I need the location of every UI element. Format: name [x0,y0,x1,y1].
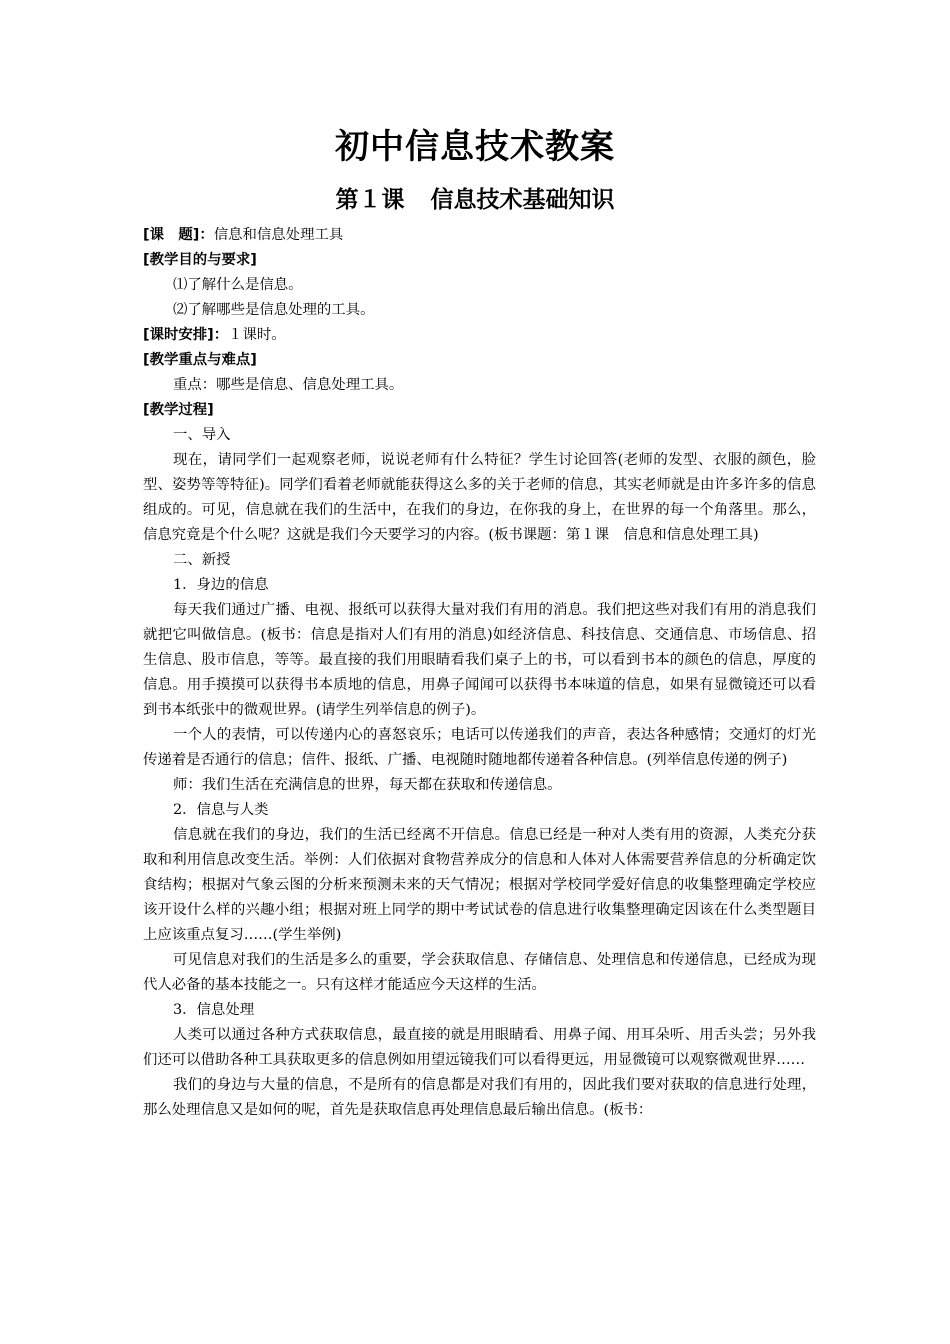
lesson-subtitle [0,180,950,220]
hours-line [143,323,816,348]
section-heading: 一、导入 [173,427,231,443]
paragraph: 信息就在我们的身边，我们的生活已经离不开信息。信息已经是一种对人类有用的资源，人类充分获取和利用信息改变生活。举例：人们依据对食物营养成分的信息和人体对人体需要营养信息的分析确定饮食结构；根据对气象云图的分析来预测未来的天气情况；根据对学校同学爱好信息的收集整理确定学校应该开设什么样的兴趣小组；根据对班上同学的期中考试试卷的信息进行收集整理确定因该在什么类型题目上应该重点复习……(学生举例) [143,827,816,943]
process-heading: [教学过程] [143,402,214,418]
topic-value: 信息和信息处理工具 [213,227,344,243]
key-points-heading: [教学重点与难点] [143,352,257,368]
lesson-number: 第１课 [335,187,405,213]
paragraph: 一个人的表情，可以传递内心的喜怒哀乐；电话可以传递我们的声音，表达各种感情；交通灯的灯光传递着是否通行的信息；信件、报纸、广播、电视随时随地都传递着各种信息。(列举信息传递的例子) [143,727,816,768]
subsection-heading: 1．身边的信息 [173,577,269,593]
key-points-text: 重点：哪些是信息、信息处理工具。 [173,377,404,393]
paragraph: 每天我们通过广播、电视、报纸可以获得大量对我们有用的消息。我们把这些对我们有用的消息我们就把它叫做信息。(板书：信息是指对人们有用的消息)如经济信息、科技信息、交通信息、市场信息、招生信息、股市信息，等等。最直接的我们用眼睛看我们桌子上的书，可以看到书本的颜色的信息，厚度的信息。用手摸摸可以获得书本质地的信息，用鼻子闻闻可以获得书本味道的信息，如果有显微镜还可以看到书本纸张中的微观世界。(请学生列举信息的例子)。 [143,602,816,718]
paragraph: 人类可以通过各种方式获取信息，最直接的就是用眼睛看、用鼻子闻、用耳朵听、用舌头尝；另外我们还可以借助各种工具获取更多的信息例如用望远镜我们可以看得更远，用显微镜可以观察微观世界…… [143,1027,816,1068]
topic-line [143,223,816,248]
paragraph: 师：我们生活在充满信息的世界，每天都在获取和传递信息。 [173,777,562,793]
document-title: 初中信息技术教案 [335,127,615,167]
subsection-heading: 2．信息与人类 [173,802,269,818]
subsection-heading: 3．信息处理 [173,1002,255,1018]
hours-label: [课时安排]： [143,327,229,343]
hours-value: １课时。 [228,327,286,343]
paragraph: 可见信息对我们的生活是多么的重要，学会获取信息、存储信息、处理信息和传递信息，已经成为现代人必备的基本技能之一。只有这样才能适应今天这样的生活。 [143,952,816,993]
goal-item: ⑴了解什么是信息。 [173,277,303,293]
goals-heading: [教学目的与要求] [143,252,257,268]
section-heading: 二、新授 [173,552,231,568]
paragraph: 现在，请同学们一起观察老师，说说老师有什么特征？学生讨论回答(老师的发型、衣服的颜色，脸型、姿势等等特征)。同学们看着老师就能获得这么多的关于老师的信息，其实老师就是由许多许多的信息组成的。可见，信息就在我们的生活中，在我们的身边，在你我的身上，在世界的每一个角落里。那么，信息究竟是个什么呢？这就是我们今天要学习的内容。(板书课题：第１课 信息和信息处理工具) [143,452,816,543]
lesson-name: 信息技术基础知识 [430,187,615,213]
document-body [143,223,816,1123]
topic-label: [课 题]： [143,227,214,243]
goal-item: ⑵了解哪些是信息处理的工具。 [173,302,375,318]
paragraph: 我们的身边与大量的信息，不是所有的信息都是对我们有用的，因此我们要对获取的信息进行处理，那么处理信息又是如何的呢，首先是获取信息再处理信息最后输出信息。(板书： [143,1077,816,1118]
